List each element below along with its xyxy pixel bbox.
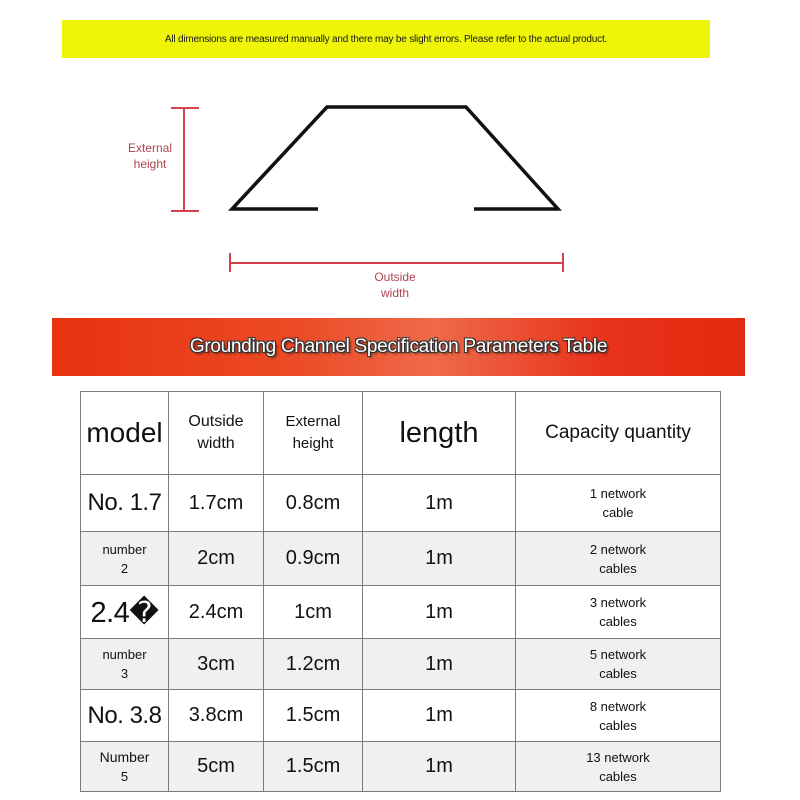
outside-width-cell: 5cm <box>169 742 264 792</box>
length-cell: 1m <box>363 742 516 792</box>
disclaimer-text: All dimensions are measured manually and there may be slight errors. Please refer to the actual product. <box>164 33 608 45</box>
capacity-cell <box>516 532 721 586</box>
external-height-cell: 0.8cm <box>264 475 363 532</box>
capacity-cell <box>516 742 721 792</box>
header-external-height <box>264 392 363 475</box>
outside-width-cell: 3cm <box>169 639 264 690</box>
capacity-line1: 13 network <box>586 749 650 765</box>
capacity-line1: 8 network <box>589 698 647 714</box>
external-height-dimension <box>171 108 199 211</box>
external-height-cell: 1.2cm <box>264 639 363 690</box>
profile-diagram <box>0 60 800 310</box>
external-height-cell: 1.5cm <box>264 690 363 742</box>
header-outside-width-line2: width <box>197 435 235 452</box>
channel-profile-outline <box>232 107 558 209</box>
external-height-label-line2: height <box>133 157 167 171</box>
table-title: Grounding Channel Specification Parameters Table <box>189 336 608 357</box>
model-text: No. 3.8 <box>87 701 162 729</box>
model-text: Number <box>99 748 150 765</box>
outside-width-label-line1: Outside <box>374 270 416 284</box>
length-cell: 1m <box>363 475 516 532</box>
header-capacity: Capacity quantity <box>516 392 721 475</box>
capacity-line2: cable <box>602 505 634 520</box>
model-cell <box>81 639 169 690</box>
length-cell: 1m <box>363 532 516 586</box>
model-text: No. 1.7 <box>87 489 162 516</box>
header-outside-width <box>169 392 264 475</box>
table-title-banner <box>52 318 745 376</box>
capacity-line1: 5 network <box>589 647 647 662</box>
table-row <box>81 690 721 742</box>
outside-width-cell: 2cm <box>169 532 264 586</box>
capacity-cell <box>516 586 721 639</box>
model-cell <box>81 475 169 532</box>
capacity-cell <box>516 639 721 690</box>
outside-width-label <box>370 269 420 301</box>
length-cell: 1m <box>363 690 516 742</box>
header-length: length <box>363 392 516 475</box>
model-text-line2: 2 <box>120 560 129 576</box>
capacity-cell <box>516 475 721 532</box>
capacity-cell <box>516 690 721 742</box>
external-height-cell: 1cm <box>264 586 363 639</box>
outside-width-label-line2: width <box>380 286 409 300</box>
length-cell: 1m <box>363 639 516 690</box>
capacity-line2: cables <box>599 560 637 576</box>
outside-width-cell: 3.8cm <box>169 690 264 742</box>
header-outside-width-line1: Outside <box>188 413 244 430</box>
table-header-row <box>81 392 721 475</box>
table-row <box>81 586 721 639</box>
outside-width-cell: 1.7cm <box>169 475 264 532</box>
disclaimer-banner <box>62 20 710 58</box>
capacity-line2: cables <box>599 666 637 681</box>
external-height-cell: 1.5cm <box>264 742 363 792</box>
model-text: 2.4� <box>90 596 159 629</box>
model-cell <box>81 742 169 792</box>
capacity-line2: cables <box>599 768 637 784</box>
external-height-label <box>125 140 175 172</box>
model-text: number <box>102 541 147 557</box>
table-row <box>81 742 721 792</box>
external-height-cell: 0.9cm <box>264 532 363 586</box>
model-cell <box>81 586 169 639</box>
capacity-line1: 1 network <box>589 486 647 501</box>
model-text-line2: 5 <box>120 768 129 784</box>
header-external-height-line1: External <box>285 413 341 430</box>
table-row <box>81 639 721 690</box>
model-text: number <box>102 647 147 662</box>
model-text-line2: 3 <box>120 666 129 681</box>
external-height-label-line1: External <box>127 141 173 155</box>
capacity-line1: 3 network <box>589 595 647 610</box>
length-cell: 1m <box>363 586 516 639</box>
model-cell <box>81 690 169 742</box>
capacity-line2: cables <box>599 717 637 733</box>
table-row <box>81 475 721 532</box>
outside-width-cell: 2.4cm <box>169 586 264 639</box>
capacity-line1: 2 network <box>589 541 647 557</box>
specification-table <box>80 391 721 792</box>
header-external-height-line2: height <box>292 435 334 452</box>
capacity-line2: cables <box>599 614 637 629</box>
table-row <box>81 532 721 586</box>
model-cell <box>81 532 169 586</box>
header-model: model <box>81 392 169 475</box>
